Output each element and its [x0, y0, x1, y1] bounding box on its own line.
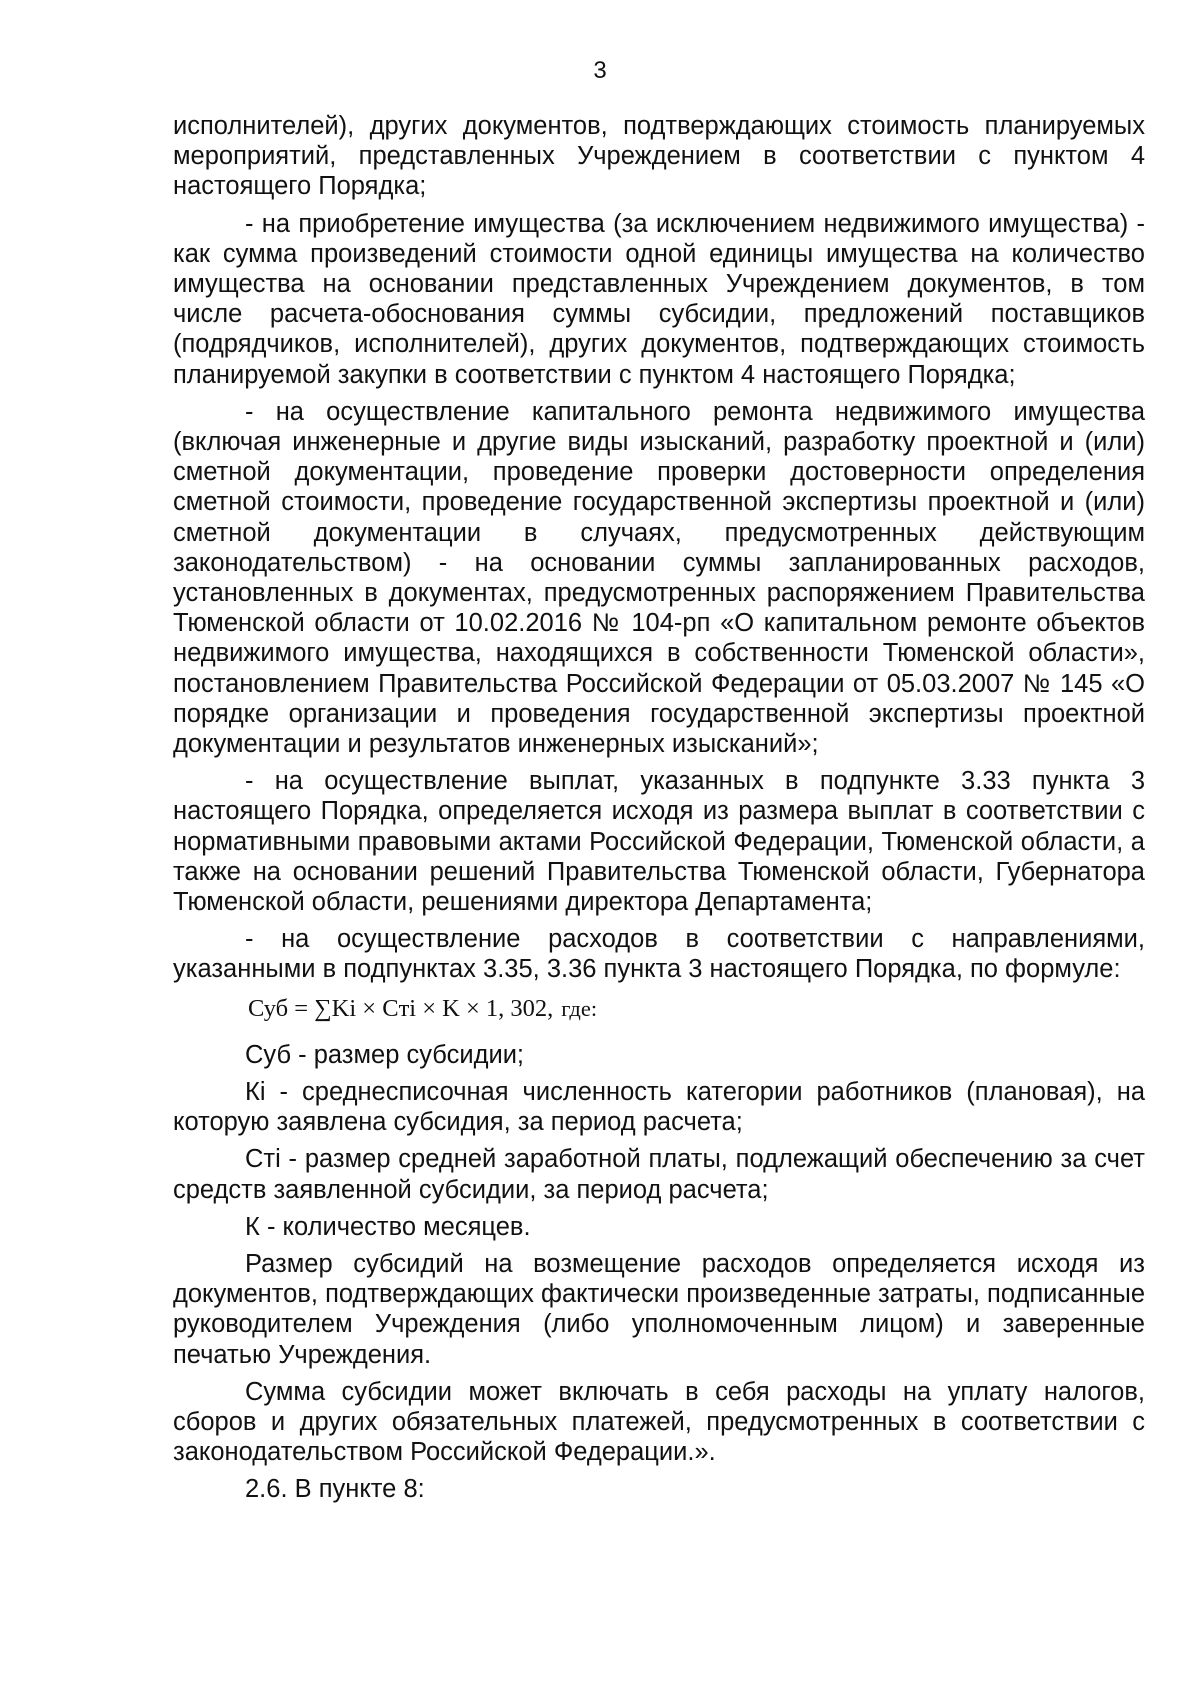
paragraph-reimbursement: Размер субсидий на возмещение расходов определяется исходя из документов, подтверждающих фактически произведенные затраты, подписанные руководителем Учреждения (либо уполномоченным лицом) и заверенные печатью Учреждения. — [173, 1249, 1145, 1369]
paragraph-expenses-formula-intro: - на осуществление расходов в соответствии с направлениями, указанными в подпунктах 3.35, 3.36 пункта 3 настоящего Порядка, по формуле: — [173, 925, 1145, 984]
definition-sti: Стi - размер средней заработной платы, подлежащий обеспечению за счет средств заявленной субсидии, за период расчета; — [173, 1145, 1145, 1204]
paragraph-item-2-6: 2.6. В пункте 8: — [245, 1475, 425, 1504]
paragraph-payments: - на осуществление выплат, указанных в подпункте 3.33 пункта 3 настоящего Порядка, определяется исходя из размера выплат в соответствии с нормативными правовыми актами Российской Федерации, Тюменской области, а также на основании решений Правительства Тюменской области, Губернатора Тюменской области, решениями директора Департамента; — [173, 767, 1145, 917]
definition-k: К - количество месяцев. — [245, 1212, 531, 1241]
formula-expression: Суб = ∑Ki × Cтi × K × 1, 302, — [248, 994, 554, 1022]
definition-ki: Кi - среднесписочная численность категории работников (плановая), на которую заявлена субсидия, за период расчета; — [173, 1077, 1145, 1137]
document-body — [173, 111, 1145, 1512]
paragraph-capital-repair: - на осуществление капитального ремонта недвижимого имущества (включая инженерные и другие виды изысканий, разработку проектной и (или) сметной документации, проведение проверки достоверности определения сметной стоимости, проведение государственной экспертизы проектной и (или) сметной документации в случаях, предусмотренных действующим законодательством) - на основании суммы запланированных расходов, установленных в документах, предусмотренных распоряжением Правительства Тюменской области от 10.02.2016 № 104-рп «О капитальном ремонте объектов недвижимого имущества, находящихся в собственности Тюменской области», постановлением Правительства Российской Федерации от 05.03.2007 № 145 «О порядке организации и проведения государственной экспертизы проектной документации и результатов инженерных изысканий»; — [173, 397, 1145, 759]
page-number: 3 — [593, 57, 607, 84]
formula-suffix: где: — [561, 995, 598, 1021]
paragraph-taxes: Сумма субсидии может включать в себя расходы на уплату налогов, сборов и других обязательных платежей, предусмотренных в соответствии с законодательством Российской Федерации.». — [173, 1377, 1145, 1467]
subsidy-formula — [248, 992, 1145, 1026]
definition-sub: Суб - размер субсидии; — [245, 1040, 525, 1069]
paragraph-continuation: исполнителей), других документов, подтверждающих стоимость планируемых мероприятий, представленных Учреждением в соответствии с пунктом 4 настоящего Порядка; — [173, 112, 1145, 201]
paragraph-property-purchase: - на приобретение имущества (за исключением недвижимого имущества) - как сумма произведений стоимости одной единицы имущества на количество имущества на основании представленных Учреждением документов, в том числе расчета-обоснования суммы субсидии, предложений поставщиков (подрядчиков, исполнителей), других документов, подтверждающих стоимость планируемой закупки в соответствии с пунктом 4 настоящего Порядка; — [173, 209, 1145, 389]
